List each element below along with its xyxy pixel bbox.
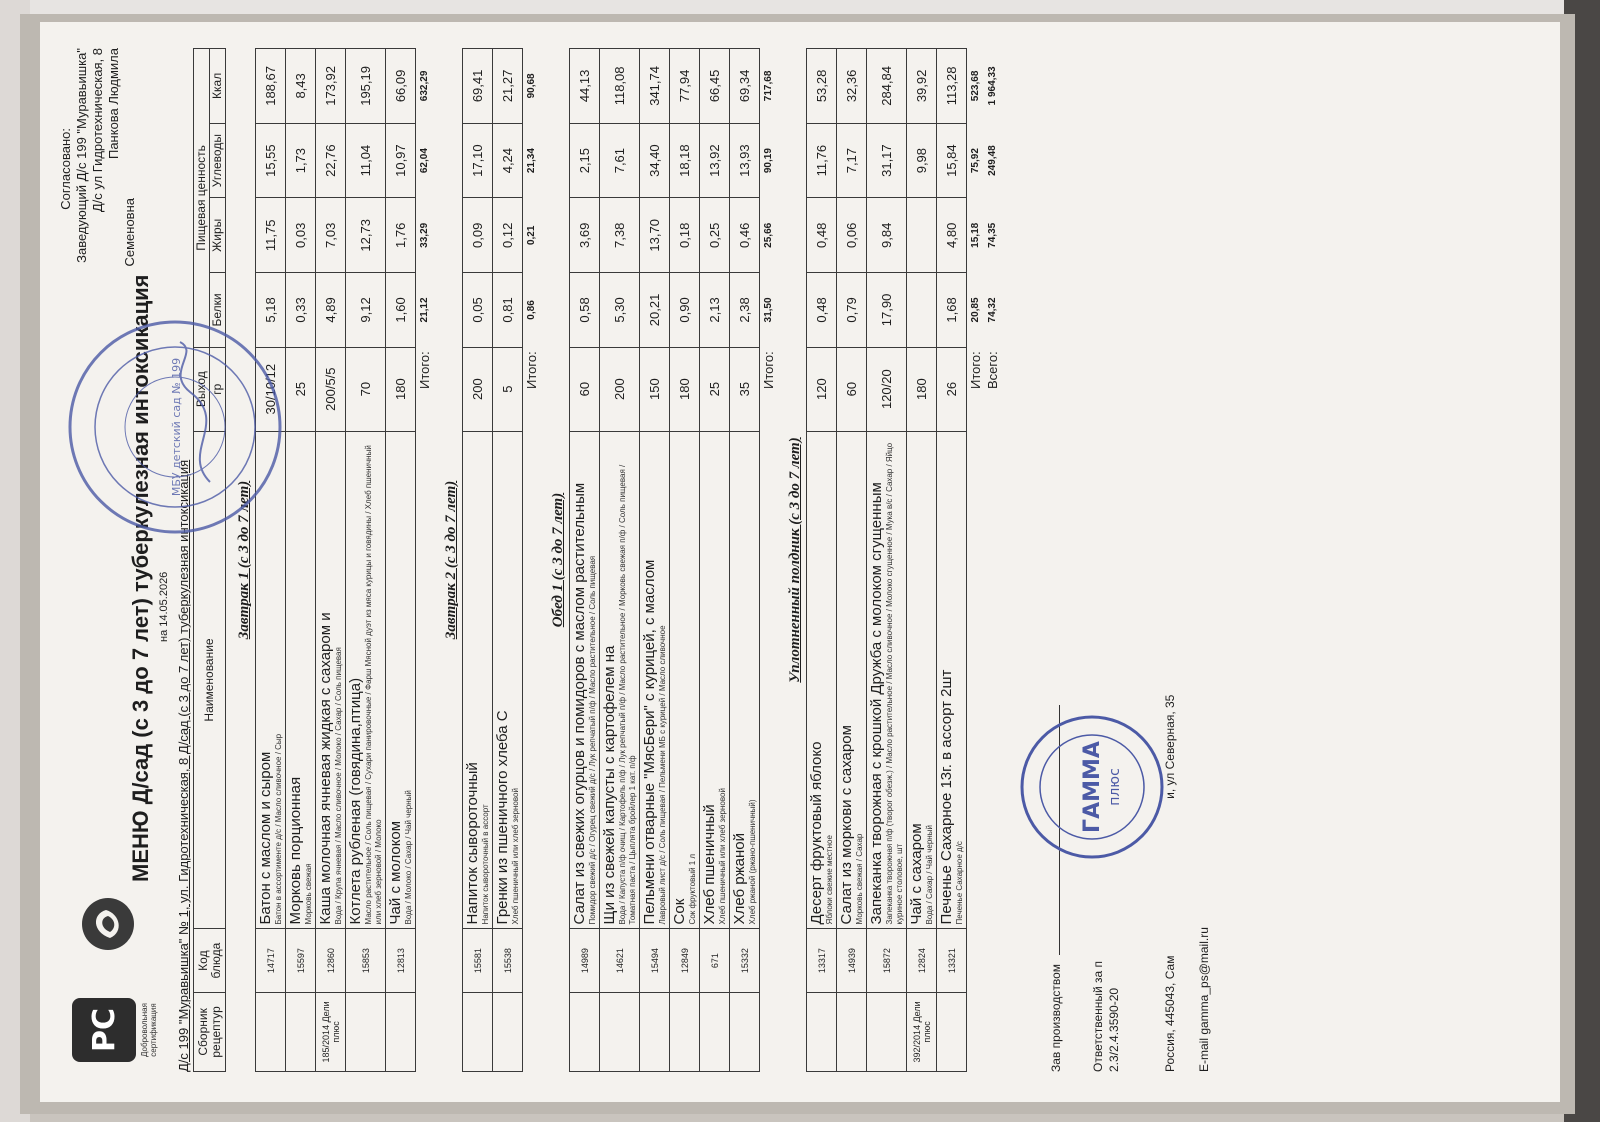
code-cell: 15538 bbox=[493, 929, 523, 992]
document-title: МЕНЮ Д/сад (с 3 до 7 лет) туберкулезная интоксикация bbox=[128, 274, 153, 882]
fat-cell: 0,06 bbox=[837, 198, 867, 273]
total-value: 21,34 bbox=[526, 148, 537, 174]
responsible-label: Ответственный за п bbox=[1091, 960, 1105, 1072]
dish-cell bbox=[907, 431, 937, 929]
dish-name: Гренки из пшеничного хлеба С bbox=[494, 710, 511, 925]
dish-name: Чай с молоком bbox=[387, 820, 404, 925]
dish-row bbox=[286, 49, 316, 1072]
gamma-stamp-title: ГАММА bbox=[1080, 741, 1105, 833]
recipe-cell bbox=[346, 992, 386, 1071]
section-title: Обед 1 (с 3 до 7 лет) bbox=[550, 492, 566, 628]
fat-cell: 13,70 bbox=[640, 198, 670, 273]
recipe-cell bbox=[570, 992, 600, 1071]
section-title: Уплотненный полдник (с 3 до 7 лет) bbox=[787, 437, 803, 683]
dish-composition: Печенье Сахарное д/с bbox=[955, 841, 964, 925]
dish-cell bbox=[867, 431, 907, 929]
header-output-unit: гр bbox=[210, 347, 226, 431]
recipe-cell: 392/2014 Дели плюс bbox=[907, 992, 937, 1071]
protein-cell: 17,90 bbox=[867, 273, 907, 348]
kcal-cell: 66,45 bbox=[700, 49, 730, 124]
recipe-cell: 185/2014 Дели плюс bbox=[316, 992, 346, 1071]
rs-certification-logo bbox=[60, 988, 156, 1072]
recipe-cell bbox=[640, 992, 670, 1071]
section-total-row bbox=[416, 49, 434, 1072]
carbs-cell: 2,15 bbox=[570, 123, 600, 198]
carbs-cell: 7,61 bbox=[600, 123, 640, 198]
code-cell: 15853 bbox=[346, 929, 386, 992]
dish-name: Салат из моркови с сахаром bbox=[838, 725, 855, 925]
code-cell: 15872 bbox=[867, 929, 907, 992]
kcal-cell: 173,92 bbox=[316, 49, 346, 124]
section-title-row bbox=[226, 49, 256, 1072]
code-cell: 13317 bbox=[807, 929, 837, 992]
recipe-cell bbox=[807, 992, 837, 1071]
total-value: 0,21 bbox=[526, 225, 537, 246]
dish-cell bbox=[700, 431, 730, 929]
mbu-stamp-text: МБУ детский сад № 199 bbox=[170, 357, 183, 497]
fat-cell bbox=[907, 198, 937, 273]
dish-composition: Вода / Молоко / Сахар / Чай черный bbox=[404, 790, 413, 925]
output-cell: 25 bbox=[286, 347, 316, 431]
fat-cell: 0,46 bbox=[730, 198, 760, 273]
code-cell: 12860 bbox=[316, 929, 346, 992]
carbs-cell: 31,17 bbox=[867, 123, 907, 198]
total-value: 717,68 bbox=[763, 70, 774, 102]
gamma-round-stamp bbox=[1017, 712, 1167, 862]
dish-cell bbox=[346, 431, 386, 929]
kcal-cell: 44,13 bbox=[570, 49, 600, 124]
output-cell: 5 bbox=[493, 347, 523, 431]
fat-cell: 0,25 bbox=[700, 198, 730, 273]
header-name: Наименование bbox=[194, 431, 226, 929]
total-value: 15,18 bbox=[970, 222, 981, 248]
dish-name: Салат из свежих огурцов и помидоров с маслом растительным bbox=[571, 482, 588, 925]
carbs-cell: 11,76 bbox=[807, 123, 837, 198]
dish-name: Десерт фруктовый яблоко bbox=[808, 741, 825, 925]
dish-composition: Помидор свежий д/с / Огурец свежий д/с / Лук репчатый п/ф / Масло растительное / Соль пищевая bbox=[588, 555, 597, 925]
dish-row bbox=[670, 49, 700, 1072]
recipe-cell bbox=[670, 992, 700, 1071]
dish-cell bbox=[730, 431, 760, 929]
gamma-company-logo-icon bbox=[80, 896, 136, 952]
code-cell: 14621 bbox=[600, 929, 640, 992]
carbs-cell: 11,04 bbox=[346, 123, 386, 198]
total-label: Итого: bbox=[524, 351, 539, 389]
section-total-row bbox=[523, 49, 541, 1072]
dish-row bbox=[463, 49, 493, 1072]
output-cell: 30/10/12 bbox=[256, 347, 286, 431]
menu-table bbox=[193, 48, 1001, 1072]
total-value: 523,68 bbox=[970, 70, 981, 102]
output-cell: 70 bbox=[346, 347, 386, 431]
dish-name: Щи из свежей капусты с картофелем на bbox=[601, 645, 618, 925]
responsible-block bbox=[1090, 48, 1122, 1072]
fat-cell: 12,73 bbox=[346, 198, 386, 273]
output-cell: 180 bbox=[386, 347, 416, 431]
kcal-cell: 113,28 bbox=[937, 49, 967, 124]
carbs-cell: 10,97 bbox=[386, 123, 416, 198]
company-address-end: и, ул Северная, 35 bbox=[1163, 694, 1177, 799]
fat-cell: 7,03 bbox=[316, 198, 346, 273]
company-address-start: Россия, 445043, Сам bbox=[1163, 955, 1177, 1072]
code-cell: 12849 bbox=[670, 929, 700, 992]
dish-row bbox=[807, 49, 837, 1072]
code-cell: 14989 bbox=[570, 929, 600, 992]
section-title: Завтрак 1 (с 3 до 7 лет) bbox=[236, 480, 252, 640]
code-cell: 671 bbox=[700, 929, 730, 992]
protein-cell: 4,89 bbox=[316, 273, 346, 348]
company-email: E-mail gamma_ps@mail.ru bbox=[1197, 927, 1211, 1072]
signature-scribble-icon bbox=[180, 342, 210, 482]
dish-cell bbox=[640, 431, 670, 929]
protein-cell: 0,58 bbox=[570, 273, 600, 348]
dish-composition: Запеканка творожная п/ф (творог обезж.) / Масло растительное / Масло сливочное / Молоко сгущенное / Мука в/с / Сахар / Яйцо куриное столовое, шт bbox=[885, 442, 904, 925]
dish-cell bbox=[316, 431, 346, 929]
recipe-cell bbox=[837, 992, 867, 1071]
document-date: на 14.05.2026 bbox=[158, 571, 170, 642]
menu-body bbox=[226, 49, 1002, 1072]
dish-composition: Яблоки свежие местное bbox=[825, 835, 834, 925]
output-cell: 180 bbox=[907, 347, 937, 431]
total-value: 90,68 bbox=[526, 73, 537, 99]
dish-composition: Морковь свежая bbox=[304, 863, 313, 925]
kcal-cell: 32,36 bbox=[837, 49, 867, 124]
protein-cell: 2,38 bbox=[730, 273, 760, 348]
total-value: 632,29 bbox=[419, 70, 430, 102]
dish-cell bbox=[837, 431, 867, 929]
header-protein: Белки bbox=[210, 273, 226, 348]
fat-cell: 0,09 bbox=[463, 198, 493, 273]
total-label: Итого: bbox=[968, 351, 983, 389]
dish-composition: Масло растительное / Соль пищевая / Сухари панировочные / Фарш Мясной дуэт из мяса курицы и говядины / Хлеб пшеничный или хлеб зерновой / Молоко bbox=[364, 445, 383, 925]
header-code: Код блюда bbox=[194, 929, 226, 992]
fat-cell: 0,18 bbox=[670, 198, 700, 273]
protein-cell: 0,33 bbox=[286, 273, 316, 348]
carbs-cell: 7,17 bbox=[837, 123, 867, 198]
output-cell: 200 bbox=[600, 347, 640, 431]
output-cell: 200/5/5 bbox=[316, 347, 346, 431]
fat-cell: 9,84 bbox=[867, 198, 907, 273]
total-value: 21,12 bbox=[419, 297, 430, 323]
code-cell: 12824 bbox=[907, 929, 937, 992]
section-title-row bbox=[540, 49, 570, 1072]
code-cell: 14939 bbox=[837, 929, 867, 992]
dish-composition: Хлеб ржаной (ржано-пшеничный) bbox=[748, 799, 757, 925]
protein-cell: 2,13 bbox=[700, 273, 730, 348]
document-footer bbox=[1047, 48, 1212, 1072]
total-spacer bbox=[967, 431, 985, 1071]
recipe-cell bbox=[600, 992, 640, 1071]
dish-name: Печенье Сахарное 13г. в ассорт 2шт bbox=[938, 669, 955, 925]
recipe-cell bbox=[937, 992, 967, 1071]
dish-cell bbox=[386, 431, 416, 929]
dish-row bbox=[386, 49, 416, 1072]
dish-cell bbox=[600, 431, 640, 929]
dish-name: Морковь порционная bbox=[287, 776, 304, 925]
recipe-cell bbox=[730, 992, 760, 1071]
header-nutrition: Пищевая ценность bbox=[194, 49, 210, 348]
grand-total-spacer bbox=[984, 431, 1001, 1071]
total-value: 25,66 bbox=[763, 222, 774, 248]
fat-cell: 11,75 bbox=[256, 198, 286, 273]
dish-name: Чай с сахаром bbox=[908, 823, 925, 925]
section-title-row bbox=[777, 49, 807, 1072]
rs-logo-caption: Добровольная сертификация bbox=[140, 1003, 158, 1057]
carbs-cell: 15,84 bbox=[937, 123, 967, 198]
code-cell: 13321 bbox=[937, 929, 967, 992]
kcal-cell: 284,84 bbox=[867, 49, 907, 124]
output-cell: 120 bbox=[807, 347, 837, 431]
carbs-cell: 34,40 bbox=[640, 123, 670, 198]
code-cell: 15581 bbox=[463, 929, 493, 992]
dish-name: Котлета рубленая (говядина,птица) bbox=[347, 677, 364, 925]
total-value: 31,50 bbox=[763, 297, 774, 323]
dish-composition: Вода / Капуста п/ф очищ / Картофель п/ф / Лук репчатый п/ф / Масло растительное / Морковь свежая п/ф / Соль пищевая / Томатная паста / Цыплята бройлер 1 кат. п/ф bbox=[618, 464, 637, 925]
fat-cell: 4,80 bbox=[937, 198, 967, 273]
recipe-cell bbox=[286, 992, 316, 1071]
recipe-cell bbox=[700, 992, 730, 1071]
dish-composition: Лавровый лист д/с / Соль пищевая / Пельмени МБ с курицей / Масло сливочное bbox=[658, 625, 667, 925]
protein-cell: 0,81 bbox=[493, 273, 523, 348]
kcal-cell: 341,74 bbox=[640, 49, 670, 124]
protein-cell: 9,12 bbox=[346, 273, 386, 348]
protein-cell: 0,79 bbox=[837, 273, 867, 348]
header-kcal: Ккал bbox=[210, 49, 226, 124]
approval-line: Семеновна bbox=[122, 198, 137, 267]
dish-row bbox=[600, 49, 640, 1072]
fat-cell: 7,38 bbox=[600, 198, 640, 273]
kcal-cell: 69,34 bbox=[730, 49, 760, 124]
dish-name: Хлеб пшеничный bbox=[701, 804, 718, 925]
dish-row bbox=[640, 49, 670, 1072]
output-cell: 200 bbox=[463, 347, 493, 431]
company-address bbox=[1162, 48, 1178, 1072]
dish-composition: Морковь свежая / Сахар bbox=[855, 833, 864, 925]
carbs-cell: 13,92 bbox=[700, 123, 730, 198]
kindergarten-round-stamp bbox=[60, 312, 290, 542]
approval-title: Согласовано: bbox=[58, 128, 73, 210]
protein-cell: 0,48 bbox=[807, 273, 837, 348]
approval-line: Д/с ул Гидротехническая, 8 bbox=[90, 48, 105, 213]
grand-total-value: 74,32 bbox=[987, 297, 998, 323]
kcal-cell: 77,94 bbox=[670, 49, 700, 124]
production-manager-text: Зав производством bbox=[1049, 964, 1063, 1072]
dish-row bbox=[346, 49, 386, 1072]
code-cell: 12813 bbox=[386, 929, 416, 992]
carbs-cell: 13,93 bbox=[730, 123, 760, 198]
dish-row bbox=[937, 49, 967, 1072]
carbs-cell: 9,98 bbox=[907, 123, 937, 198]
kcal-cell: 188,67 bbox=[256, 49, 286, 124]
approval-line: Панкова Людмила bbox=[106, 48, 121, 160]
dish-composition: Хлеб пшеничный или хлеб зерновой bbox=[718, 788, 727, 925]
protein-cell: 0,05 bbox=[463, 273, 493, 348]
dish-row bbox=[867, 49, 907, 1072]
dish-row bbox=[730, 49, 760, 1072]
dish-row bbox=[256, 49, 286, 1072]
dish-composition: Вода / Сахар / Чай черный bbox=[925, 825, 934, 925]
grand-total-row bbox=[984, 49, 1001, 1072]
section-title: Завтрак 2 (с 3 до 7 лет) bbox=[443, 480, 459, 640]
dish-cell bbox=[937, 431, 967, 929]
output-cell: 180 bbox=[670, 347, 700, 431]
dish-name: Батон с маслом и сыром bbox=[257, 751, 274, 925]
protein-cell: 5,18 bbox=[256, 273, 286, 348]
fat-cell: 3,69 bbox=[570, 198, 600, 273]
carbs-cell: 15,55 bbox=[256, 123, 286, 198]
grand-total-label: Всего: bbox=[985, 351, 1000, 389]
output-cell: 26 bbox=[937, 347, 967, 431]
kindergarten-address: Д/с 199 "Муравьишка" № 1, ул. Гидротехническая, 8 Д/сад (с 3 до 7 лет) туберкулезная интоксикация bbox=[176, 459, 191, 1072]
dish-row bbox=[907, 49, 937, 1072]
dish-composition: Батон в ассортименте д/с / Масло сливочное / Сыр bbox=[274, 733, 283, 925]
total-label: Итого: bbox=[761, 351, 776, 389]
dish-row bbox=[837, 49, 867, 1072]
kcal-cell: 66,09 bbox=[386, 49, 416, 124]
dish-name: Сок bbox=[671, 898, 688, 925]
dish-row bbox=[700, 49, 730, 1072]
output-cell: 120/20 bbox=[867, 347, 907, 431]
dish-cell bbox=[807, 431, 837, 929]
grand-total-value: 1 964,33 bbox=[987, 66, 998, 106]
total-value: 90,19 bbox=[763, 148, 774, 174]
kcal-cell: 69,41 bbox=[463, 49, 493, 124]
recipe-cell bbox=[867, 992, 907, 1071]
output-cell: 25 bbox=[700, 347, 730, 431]
total-label: Итого: bbox=[417, 351, 432, 389]
section-title-row bbox=[433, 49, 463, 1072]
kcal-cell: 8,43 bbox=[286, 49, 316, 124]
kcal-cell: 195,19 bbox=[346, 49, 386, 124]
carbs-cell: 1,73 bbox=[286, 123, 316, 198]
header-carbs: Углеводы bbox=[210, 123, 226, 198]
total-value: 62,04 bbox=[419, 148, 430, 174]
protein-cell: 1,60 bbox=[386, 273, 416, 348]
code-cell: 14717 bbox=[256, 929, 286, 992]
dish-name: Хлеб ржаной bbox=[731, 833, 748, 925]
section-total-row bbox=[967, 49, 985, 1072]
fat-cell: 0,48 bbox=[807, 198, 837, 273]
kcal-cell: 118,08 bbox=[600, 49, 640, 124]
protein-cell: 5,30 bbox=[600, 273, 640, 348]
kcal-cell: 21,27 bbox=[493, 49, 523, 124]
dish-cell bbox=[670, 431, 700, 929]
carbs-cell: 4,24 bbox=[493, 123, 523, 198]
document-header bbox=[58, 48, 176, 1072]
protein-cell: 1,68 bbox=[937, 273, 967, 348]
carbs-cell: 18,18 bbox=[670, 123, 700, 198]
header-fat: Жиры bbox=[210, 198, 226, 273]
recipe-cell bbox=[493, 992, 523, 1071]
protein-cell: 0,90 bbox=[670, 273, 700, 348]
header-output: Выход bbox=[194, 347, 210, 431]
dish-row bbox=[316, 49, 346, 1072]
grand-total-value: 249,48 bbox=[987, 145, 998, 176]
dish-cell bbox=[493, 431, 523, 929]
dish-row bbox=[570, 49, 600, 1072]
fat-cell: 0,03 bbox=[286, 198, 316, 273]
output-cell: 150 bbox=[640, 347, 670, 431]
dish-composition: Хлеб пшеничный или хлеб зерновой bbox=[511, 788, 520, 925]
recipe-cell bbox=[386, 992, 416, 1071]
header-recipe: Сборник рецептур bbox=[194, 992, 226, 1071]
dish-name: Запеканка творожная с крошкой Дружба с молоком сгущенным bbox=[868, 482, 885, 925]
dish-name: Пельмени отварные "МясБери" с курицей, с маслом bbox=[641, 559, 658, 925]
output-cell: 60 bbox=[837, 347, 867, 431]
total-value: 20,85 bbox=[970, 297, 981, 323]
carbs-cell: 17,10 bbox=[463, 123, 493, 198]
carbs-cell: 22,76 bbox=[316, 123, 346, 198]
total-spacer bbox=[416, 431, 434, 1071]
production-manager-label bbox=[1047, 48, 1064, 1072]
grand-total-value: 74,35 bbox=[987, 222, 998, 248]
rs-logo-icon: РС bbox=[72, 998, 136, 1062]
dish-name: Напиток сывороточный bbox=[464, 762, 481, 925]
recipe-cell bbox=[463, 992, 493, 1071]
total-value: 75,92 bbox=[970, 148, 981, 174]
fat-cell: 1,76 bbox=[386, 198, 416, 273]
kcal-cell: 53,28 bbox=[807, 49, 837, 124]
protein-cell bbox=[907, 273, 937, 348]
kcal-cell: 39,92 bbox=[907, 49, 937, 124]
code-cell: 15494 bbox=[640, 929, 670, 992]
menu-document bbox=[40, 22, 1560, 1102]
total-value: 0,86 bbox=[526, 300, 537, 320]
dish-cell bbox=[286, 431, 316, 929]
total-spacer bbox=[523, 431, 541, 1071]
output-cell: 35 bbox=[730, 347, 760, 431]
protein-cell: 20,21 bbox=[640, 273, 670, 348]
sanpin-code: 2.3/2.4.3590-20 bbox=[1107, 987, 1121, 1072]
dish-cell bbox=[463, 431, 493, 929]
section-total-row bbox=[760, 49, 778, 1072]
code-cell: 15597 bbox=[286, 929, 316, 992]
dish-composition: Сок фруктовый 1 л bbox=[688, 853, 697, 925]
approval-line: Заведующий Д/с 199 "Муравьишка" bbox=[74, 48, 89, 263]
gamma-stamp-subtitle: плюс bbox=[1107, 768, 1123, 806]
dish-row bbox=[493, 49, 523, 1072]
code-cell: 15332 bbox=[730, 929, 760, 992]
dish-composition: Вода / Крупа ячневая / Масло сливочное / Молоко / Сахар / Соль пищевая bbox=[334, 647, 343, 925]
dish-name: Каша молочная ячневая жидкая с сахаром и bbox=[317, 612, 334, 925]
recipe-cell bbox=[256, 992, 286, 1071]
dish-composition: Напиток сывороточный в ассорт bbox=[481, 804, 490, 925]
total-value: 33,29 bbox=[419, 222, 430, 248]
output-cell: 60 bbox=[570, 347, 600, 431]
dish-cell bbox=[570, 431, 600, 929]
total-spacer bbox=[760, 431, 778, 1071]
fat-cell: 0,12 bbox=[493, 198, 523, 273]
